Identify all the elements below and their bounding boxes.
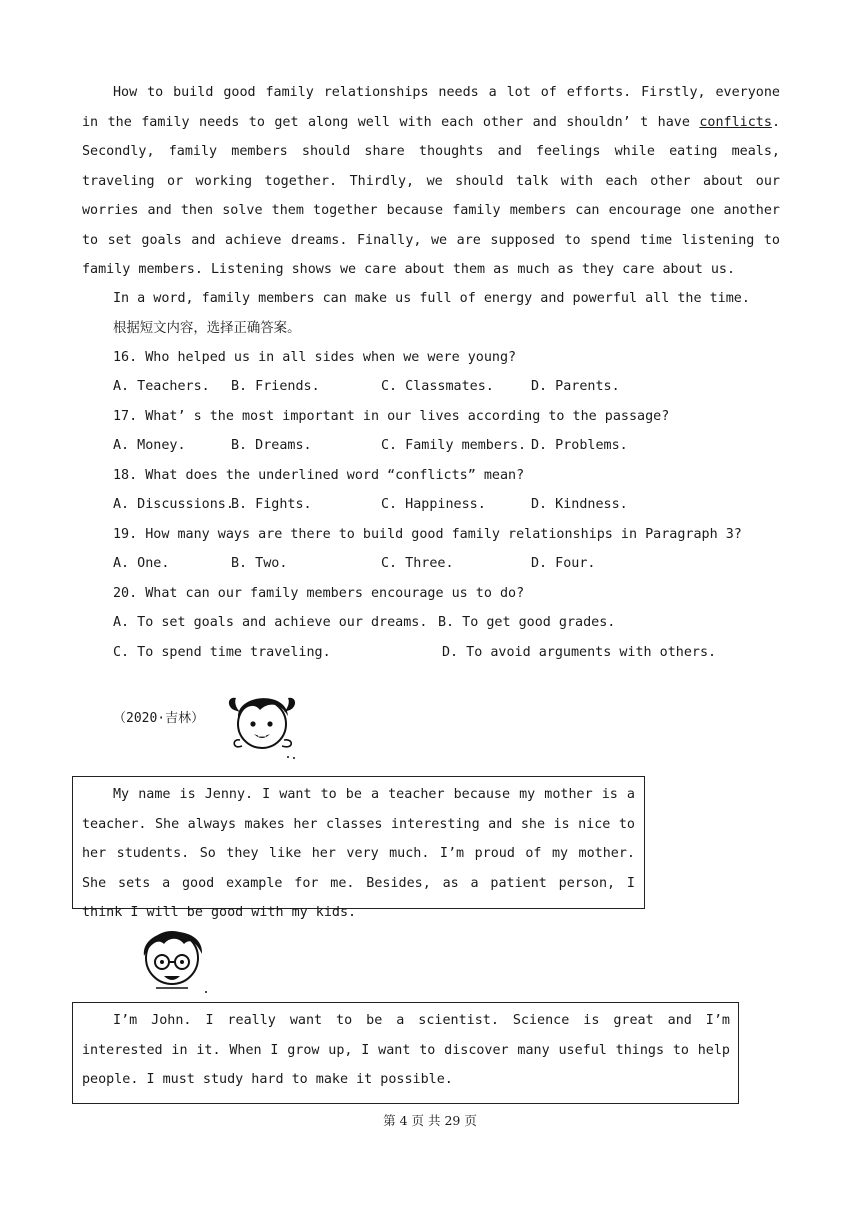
option-20-a[interactable]: A. To set goals and achieve our dreams.: [113, 615, 428, 630]
source-label: （2020·吉林）: [113, 711, 205, 726]
passage-paragraph-2: In a word, family members can make us full of energy and powerful all the time.: [113, 291, 750, 306]
option-20-b[interactable]: B. To get good grades.: [438, 615, 616, 630]
john-text-box: [72, 1002, 739, 1104]
option-18-b[interactable]: B. Fights.: [231, 497, 312, 512]
option-17-a[interactable]: A. Money.: [113, 438, 186, 453]
option-16-a[interactable]: A. Teachers.: [113, 379, 210, 394]
option-16-c[interactable]: C. Classmates.: [381, 379, 494, 394]
option-17-d[interactable]: D. Problems.: [531, 438, 628, 453]
option-17-b[interactable]: B. Dreams.: [231, 438, 312, 453]
option-19-d[interactable]: D. Four.: [531, 556, 596, 571]
passage-paragraph-1: How to build good family relationships needs a lot of efforts. Firstly, everyone in the family needs to get along well with each other and shouldn’ t have conflicts. Secondly, family members should share thoughts and feelings while eating meals, traveling or working together. Thirdly, we should talk with each other about our worries and then solve them together because family members can encourage one another to set goals and achieve dreams. Finally, we are supposed to spend time listening to family members. Listening shows we care about them as much as they care about us.: [82, 85, 780, 277]
option-16-d[interactable]: D. Parents.: [531, 379, 620, 394]
option-18-d[interactable]: D. Kindness.: [531, 497, 628, 512]
instruction: 根据短文内容，选择正确答案。: [113, 321, 301, 336]
option-18-c[interactable]: C. Happiness.: [381, 497, 486, 512]
page-footer: 第 4 页 共 29 页: [383, 1113, 477, 1128]
option-19-b[interactable]: B. Two.: [231, 556, 288, 571]
option-20-d[interactable]: D. To avoid arguments with others.: [442, 645, 717, 660]
question-20: 20. What can our family members encourage us to do?: [113, 586, 525, 601]
option-20-c[interactable]: C. To spend time traveling.: [113, 645, 331, 660]
john-text: I’m John. I really want to be a scientist. Science is great and I’m interested in it. When I grow up, I want to discover many useful things to help people. I must study hard to make it possible.: [82, 1013, 730, 1087]
question-19: 19. How many ways are there to build good family relationships in Paragraph 3?: [113, 527, 742, 542]
jenny-text: My name is Jenny. I want to be a teacher because my mother is a teacher. She always makes her classes interesting and she is nice to her students. So they like her very much. I’m proud of my mother. She sets a good example for me. Besides, as a patient person, I think I will be good with my kids.: [82, 787, 635, 920]
option-16-b[interactable]: B. Friends.: [231, 379, 320, 394]
underlined-word-conflicts: conflicts: [699, 114, 772, 130]
option-18-a[interactable]: A. Discussions.: [113, 497, 234, 512]
question-16: 16. Who helped us in all sides when we were young?: [113, 350, 517, 365]
option-19-a[interactable]: A. One.: [113, 556, 170, 571]
jenny-text-box: [72, 776, 645, 920]
question-18: 18. What does the underlined word “conflicts” mean?: [113, 468, 525, 483]
girl-cartoon-icon: [224, 680, 304, 762]
question-17: 17. What’ s the most important in our lives according to the passage?: [113, 409, 670, 424]
boy-cartoon-icon: [134, 916, 214, 996]
option-19-c[interactable]: C. Three.: [381, 556, 454, 571]
option-17-c[interactable]: C. Family members.: [381, 438, 527, 453]
